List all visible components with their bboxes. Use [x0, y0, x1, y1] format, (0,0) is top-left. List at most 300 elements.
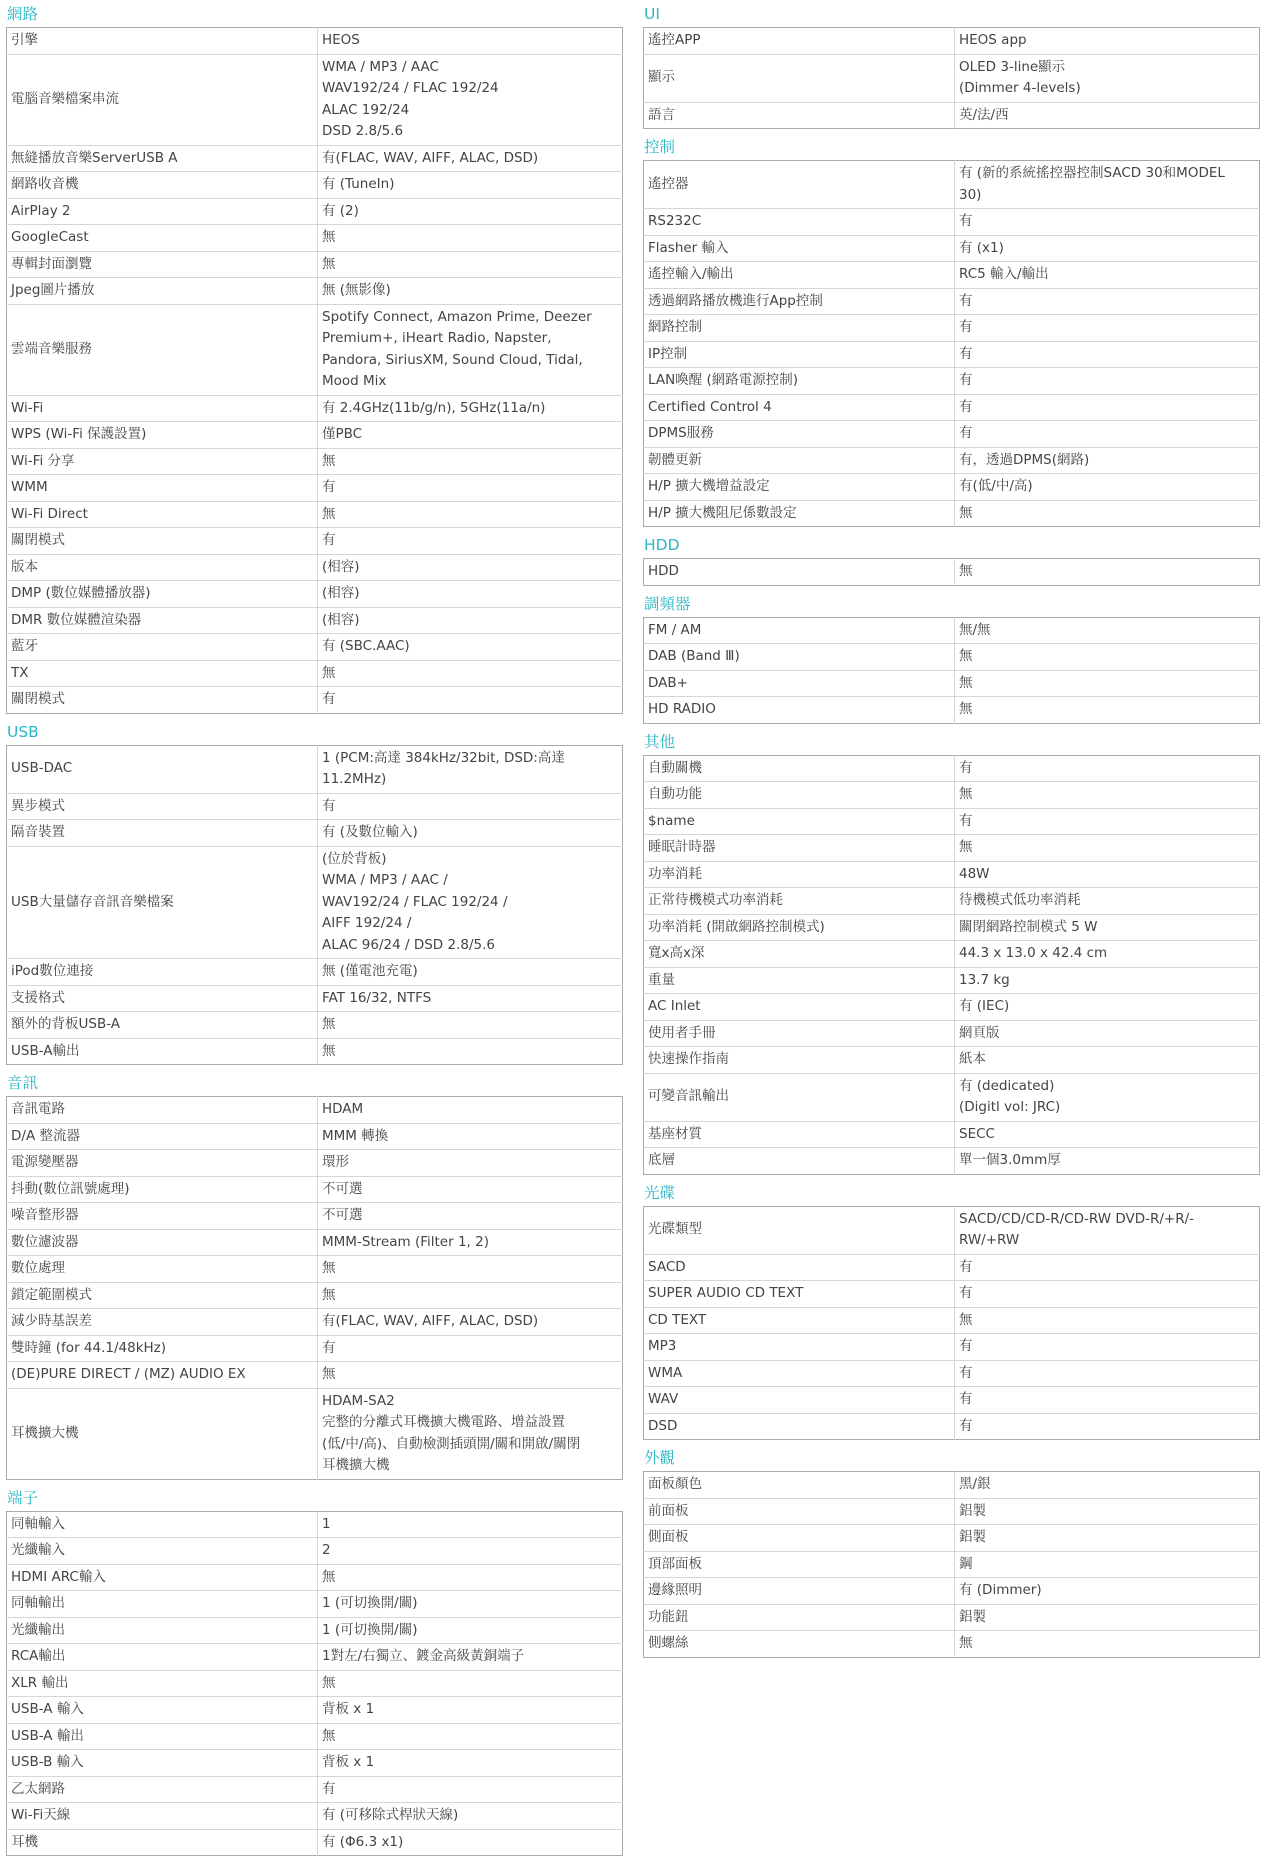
spec-row [7, 172, 623, 199]
spec-value: 48W [955, 861, 1260, 888]
spec-table [643, 1206, 1260, 1441]
spec-row [7, 1803, 623, 1830]
spec-label: DAB (Band Ⅲ) [644, 644, 955, 671]
spec-label: 正常待機模式功率消耗 [644, 888, 955, 915]
spec-label: DPMS服務 [644, 421, 955, 448]
spec-row [644, 209, 1260, 236]
spec-row [7, 1511, 623, 1538]
spec-row [644, 28, 1260, 55]
spec-row [7, 1038, 623, 1065]
spec-label: D/A 整流器 [7, 1123, 318, 1150]
spec-label: USB-B 輸入 [7, 1750, 318, 1777]
spec-label: 異步模式 [7, 793, 318, 820]
spec-value: (相容) [318, 607, 623, 634]
spec-row [7, 1617, 623, 1644]
spec-label: WPS (Wi-Fi 保護設置) [7, 422, 318, 449]
spec-label: 使用者手冊 [644, 1020, 955, 1047]
spec-value: 關閉網路控制模式 5 W [955, 914, 1260, 941]
spec-label: AirPlay 2 [7, 198, 318, 225]
spec-row [644, 1334, 1260, 1361]
spec-section-section-right-6 [643, 1446, 1260, 1658]
spec-value: 有 [318, 528, 623, 555]
spec-label: 抖動(數位訊號處理) [7, 1176, 318, 1203]
spec-label: Wi-Fi [7, 395, 318, 422]
spec-value: 有 [955, 1334, 1260, 1361]
spec-row [7, 1362, 623, 1389]
section-title: 調頻器 [644, 594, 691, 613]
spec-row [7, 1670, 623, 1697]
spec-label: 自動功能 [644, 782, 955, 809]
spec-row [7, 1538, 623, 1565]
spec-value: 有 (Dimmer) [955, 1578, 1260, 1605]
spec-value: 鋁製 [955, 1604, 1260, 1631]
spec-value: 無 [955, 670, 1260, 697]
spec-row [7, 1012, 623, 1039]
spec-value: 英/法/西 [959, 106, 1009, 123]
spec-value: 無 [318, 251, 623, 278]
spec-value: 無 [318, 1670, 623, 1697]
spec-label: HD RADIO [644, 697, 955, 724]
spec-value: MMM-Stream (Filter 1, 2) [318, 1229, 623, 1256]
spec-label: 關閉模式 [7, 687, 318, 714]
spec-value: 有 [955, 315, 1260, 342]
spec-row [644, 967, 1260, 994]
spec-value: 有 [959, 1417, 973, 1434]
spec-value: 無 [959, 701, 973, 717]
spec-row [7, 448, 623, 475]
spec-label: TX [7, 660, 318, 687]
spec-value: Spotify Connect, Amazon Prime, Deezer Premium+, iHeart Radio, Napster, Pandora, SiriusXM, Sound Cloud, Tidal, Mood Mix [318, 304, 623, 395]
spec-label: 面板顏色 [644, 1472, 955, 1499]
spec-label: DMR 數位媒體渲染器 [7, 607, 318, 634]
spec-row [7, 1723, 623, 1750]
spec-value: HEOS app [955, 28, 1260, 55]
spec-value: RC5 輸入/輸出 [955, 262, 1260, 289]
spec-table [6, 745, 623, 1066]
spec-row [7, 985, 623, 1012]
spec-value: 無 [955, 1307, 1260, 1334]
spec-value: 有 [955, 394, 1260, 421]
spec-label: 電源變壓器 [7, 1150, 318, 1177]
spec-row [644, 1413, 1260, 1440]
spec-label: DSD [644, 1413, 955, 1440]
spec-row [644, 1206, 1260, 1254]
spec-value: 有 [955, 755, 1260, 782]
spec-label: 寬x高x深 [644, 941, 955, 968]
spec-label: Wi-Fi Direct [7, 501, 318, 528]
spec-value: HEOS [318, 28, 623, 55]
spec-value: 2 [318, 1538, 623, 1565]
spec-row [7, 1776, 623, 1803]
spec-table [6, 27, 623, 714]
spec-label: 頂部面板 [644, 1551, 955, 1578]
section-title: 網路 [7, 5, 39, 23]
spec-value: 有 (Φ6.3 x1) [322, 1833, 404, 1850]
spec-label: iPod數位連接 [7, 959, 318, 986]
spec-row [644, 1551, 1260, 1578]
spec-value: 有 (及數位輸入) [318, 820, 623, 847]
spec-label: 額外的背板USB-A [7, 1012, 318, 1039]
spec-label: SUPER AUDIO CD TEXT [644, 1281, 955, 1308]
spec-value: HDAM-SA2 完整的分離式耳機擴大機電路、增益設置 (低/中/高)、自動檢測插頭開/關和開啟/關閉 耳機擴大機 [322, 1392, 581, 1473]
spec-table [6, 1511, 623, 1857]
spec-row [644, 697, 1260, 724]
spec-row [644, 262, 1260, 289]
spec-row [644, 835, 1260, 862]
spec-section-section-right-5 [643, 1181, 1260, 1441]
spec-section-section-right-3 [643, 592, 1260, 724]
spec-label: USB-DAC [7, 745, 318, 793]
section-title: 光碟 [644, 1183, 676, 1202]
spec-label: WAV [644, 1387, 955, 1414]
spec-row [644, 1360, 1260, 1387]
spec-value: 鋁製 [955, 1498, 1260, 1525]
spec-table [643, 558, 1260, 586]
spec-row [7, 846, 623, 959]
spec-row [7, 1564, 623, 1591]
spec-value: 有 2.4GHz(11b/g/n), 5GHz(11a/n) [318, 395, 623, 422]
spec-row [7, 820, 623, 847]
spec-value: 有(FLAC, WAV, AIFF, ALAC, DSD) [318, 145, 623, 172]
spec-value: (位於背板) WMA / MP3 / AAC / WAV192/24 / FLAC 192/24 / AIFF 192/24 / ALAC 96/24 / DSD 2.8/5.6 [318, 846, 623, 959]
spec-value: 有 (dedicated) (Digitl vol: JRC) [955, 1073, 1260, 1121]
spec-label: RCA輸出 [7, 1644, 318, 1671]
spec-row [7, 1097, 623, 1124]
spec-value: 有 [318, 1776, 623, 1803]
spec-value: 有 [955, 1387, 1260, 1414]
spec-label: 自動關機 [644, 755, 955, 782]
spec-value: 1 (可切換開/關) [318, 1617, 623, 1644]
spec-value: SACD/CD/CD-R/CD-RW DVD-R/+R/- RW/+RW [955, 1206, 1260, 1254]
spec-label: (DE)PURE DIRECT / (MZ) AUDIO EX [7, 1362, 318, 1389]
spec-label: Wi-Fi天線 [7, 1803, 318, 1830]
spec-value: MMM 轉換 [318, 1123, 623, 1150]
spec-table [643, 1471, 1260, 1658]
spec-value: 有 (IEC) [955, 994, 1260, 1021]
spec-row [7, 422, 623, 449]
spec-label: Certified Control 4 [644, 394, 955, 421]
spec-row [7, 1282, 623, 1309]
spec-value: 無 (僅電池充電) [318, 959, 623, 986]
spec-value: 背板 x 1 [318, 1750, 623, 1777]
spec-label: LAN喚醒 (網路電源控制) [644, 368, 955, 395]
spec-row [7, 660, 623, 687]
spec-label: 重量 [644, 967, 955, 994]
spec-value: 單一個3.0mm厚 [959, 1152, 1061, 1168]
spec-row [644, 1121, 1260, 1148]
spec-value: 有 [955, 421, 1260, 448]
spec-value: 無 [959, 504, 973, 521]
spec-label: USB-A 輸出 [7, 1723, 318, 1750]
spec-label: 語言 [644, 102, 955, 129]
spec-section-ui [643, 2, 1260, 129]
spec-row [644, 102, 1260, 129]
spec-label: 快速操作指南 [644, 1047, 955, 1074]
section-title: UI [644, 5, 660, 23]
spec-label: H/P 擴大機阻尼係數設定 [644, 500, 955, 527]
spec-section-section-left-0 [6, 2, 623, 714]
spec-label: 耳機擴大機 [7, 1388, 318, 1479]
spec-label: 版本 [7, 554, 318, 581]
spec-row [7, 304, 623, 395]
spec-label: 遙控器 [644, 161, 955, 209]
spec-row [644, 670, 1260, 697]
spec-label: HDMI ARC輸入 [7, 1564, 318, 1591]
spec-value: 鋼 [955, 1551, 1260, 1578]
spec-value: 無 [318, 1723, 623, 1750]
spec-label: 光纖輸入 [7, 1538, 318, 1565]
spec-label: CD TEXT [644, 1307, 955, 1334]
spec-value: 有 [318, 1335, 623, 1362]
section-title: 外觀 [644, 1449, 676, 1467]
spec-row [7, 1229, 623, 1256]
spec-value: 1 (PCM:高達 384kHz/32bit, DSD:高達 11.2MHz) [318, 745, 623, 793]
spec-value: 無 [318, 1012, 623, 1039]
spec-value: 無 [318, 225, 623, 252]
spec-label: Wi-Fi 分享 [7, 448, 318, 475]
spec-row [644, 1578, 1260, 1605]
spec-row [7, 793, 623, 820]
spec-label: 鎖定範圍模式 [7, 1282, 318, 1309]
section-title: 端子 [7, 1488, 39, 1507]
spec-row [7, 959, 623, 986]
right-spec-column [643, 0, 1260, 1664]
spec-section-section-right-4 [643, 730, 1260, 1175]
spec-value: 1 [318, 1511, 623, 1538]
spec-row [644, 288, 1260, 315]
spec-value: 1對左/右獨立、鍍金高級黃銅端子 [318, 1644, 623, 1671]
spec-row [644, 1148, 1260, 1175]
spec-row [644, 500, 1260, 527]
spec-label: 邊緣照明 [644, 1578, 955, 1605]
spec-row [644, 1020, 1260, 1047]
spec-label: Jpeg圖片播放 [7, 278, 318, 305]
spec-row [644, 888, 1260, 915]
section-title: 控制 [644, 138, 676, 156]
spec-label: 韌體更新 [644, 447, 955, 474]
spec-value: 無 [959, 1635, 973, 1651]
spec-row [644, 1047, 1260, 1074]
spec-row [7, 251, 623, 278]
spec-row [644, 914, 1260, 941]
spec-label: 減少時基誤差 [7, 1309, 318, 1336]
spec-row [7, 145, 623, 172]
section-title: USB [7, 722, 39, 741]
spec-label: XLR 輸出 [7, 1670, 318, 1697]
spec-value: HDAM [318, 1097, 623, 1124]
spec-row [644, 1631, 1260, 1658]
spec-value: 13.7 kg [955, 967, 1260, 994]
spec-row [644, 1254, 1260, 1281]
spec-table [643, 617, 1260, 724]
spec-row [644, 1525, 1260, 1552]
spec-row [644, 994, 1260, 1021]
spec-row [7, 528, 623, 555]
spec-value: 不可選 [318, 1203, 623, 1230]
spec-value: 有 (x1) [955, 235, 1260, 262]
spec-label: 光纖輸出 [7, 1617, 318, 1644]
spec-label: 雲端音樂服務 [7, 304, 318, 395]
spec-row [644, 474, 1260, 501]
spec-label: 功率消耗 (開啟網路控制模式) [644, 914, 955, 941]
spec-value: 環形 [318, 1150, 623, 1177]
spec-row [7, 1256, 623, 1283]
spec-value: OLED 3-line顯示 (Dimmer 4-levels) [955, 54, 1260, 102]
spec-value: 有 (SBC.AAC) [318, 634, 623, 661]
spec-value: 僅PBC [318, 422, 623, 449]
spec-row [7, 1203, 623, 1230]
spec-value: 無 [322, 1042, 336, 1059]
spec-label: $name [644, 808, 955, 835]
spec-label: RS232C [644, 209, 955, 236]
spec-value: 無 [955, 644, 1260, 671]
spec-label: USB-A 輸入 [7, 1697, 318, 1724]
spec-value: 有 [322, 691, 336, 707]
spec-row [7, 1750, 623, 1777]
spec-label: 光碟類型 [644, 1206, 955, 1254]
spec-table [643, 160, 1260, 527]
spec-value: 有 (可移除式桿狀天線) [318, 1803, 623, 1830]
spec-label: MP3 [644, 1334, 955, 1361]
spec-label: 顯示 [644, 54, 955, 102]
spec-row [644, 447, 1260, 474]
spec-label: 支援格式 [7, 985, 318, 1012]
spec-value: WMA / MP3 / AAC WAV192/24 / FLAC 192/24 ALAC 192/24 DSD 2.8/5.6 [318, 54, 623, 145]
spec-label: IP控制 [644, 341, 955, 368]
spec-label: HDD [644, 559, 955, 586]
spec-label: 側螺絲 [644, 1631, 955, 1658]
left-spec-column [6, 0, 623, 1862]
spec-row [7, 225, 623, 252]
spec-row [7, 1644, 623, 1671]
spec-row [7, 554, 623, 581]
spec-value: 無 [318, 660, 623, 687]
spec-row [644, 808, 1260, 835]
spec-row [644, 1073, 1260, 1121]
spec-label: 藍牙 [7, 634, 318, 661]
spec-row [7, 28, 623, 55]
spec-value: 有(低/中/高) [955, 474, 1260, 501]
spec-label: FM / AM [644, 617, 955, 644]
section-title: HDD [644, 536, 680, 554]
spec-label: AC Inlet [644, 994, 955, 1021]
spec-value: 有 [955, 368, 1260, 395]
spec-value: 網頁版 [955, 1020, 1260, 1047]
spec-row [7, 198, 623, 225]
spec-row [7, 581, 623, 608]
spec-row [7, 1697, 623, 1724]
spec-label: 可變音訊輸出 [644, 1073, 955, 1121]
spec-label: WMM [7, 475, 318, 502]
spec-value: 無 (無影像) [318, 278, 623, 305]
spec-value: 鋁製 [955, 1525, 1260, 1552]
spec-value: 有 [955, 288, 1260, 315]
spec-value: 有 [955, 1254, 1260, 1281]
spec-section-section-left-2 [6, 1071, 623, 1480]
spec-label: 噪音整形器 [7, 1203, 318, 1230]
spec-row [644, 755, 1260, 782]
spec-value: 無 [955, 835, 1260, 862]
spec-row [7, 745, 623, 793]
spec-label: 網路收音機 [7, 172, 318, 199]
spec-value: 無/無 [955, 617, 1260, 644]
spec-section-section-left-3 [6, 1486, 623, 1857]
spec-value: 44.3 x 13.0 x 42.4 cm [955, 941, 1260, 968]
spec-value: 有 [318, 793, 623, 820]
spec-value: 待機模式低功率消耗 [955, 888, 1260, 915]
spec-row [7, 54, 623, 145]
spec-row [7, 1176, 623, 1203]
spec-table [643, 755, 1260, 1175]
spec-label: 耳機 [7, 1829, 318, 1856]
spec-label: 同軸輸入 [7, 1511, 318, 1538]
spec-value: 無 [318, 448, 623, 475]
spec-value: (相容) [318, 554, 623, 581]
spec-label: 睡眠計時器 [644, 835, 955, 862]
spec-row [644, 1307, 1260, 1334]
spec-row [644, 644, 1260, 671]
spec-row [7, 1150, 623, 1177]
spec-label: GoogleCast [7, 225, 318, 252]
spec-value: (相容) [318, 581, 623, 608]
spec-label: 電腦音樂檔案串流 [7, 54, 318, 145]
spec-value: 有 [955, 209, 1260, 236]
spec-value: 1 (可切換開/關) [318, 1591, 623, 1618]
spec-row [644, 941, 1260, 968]
spec-label: WMA [644, 1360, 955, 1387]
spec-value: 有 (新的系統搖控器控制SACD 30和MODEL 30) [955, 161, 1260, 209]
spec-row [7, 607, 623, 634]
spec-table [6, 1096, 623, 1480]
spec-section-usb [6, 720, 623, 1066]
spec-row [7, 278, 623, 305]
spec-value: 黑/銀 [955, 1472, 1260, 1499]
spec-value: 有 [955, 1281, 1260, 1308]
spec-row [7, 1123, 623, 1150]
spec-row [644, 861, 1260, 888]
spec-value: 無 [318, 501, 623, 528]
spec-row [644, 161, 1260, 209]
spec-row [7, 634, 623, 661]
spec-label: 隔音裝置 [7, 820, 318, 847]
spec-label: 網路控制 [644, 315, 955, 342]
spec-label: 基座材質 [644, 1121, 955, 1148]
spec-row [7, 1829, 623, 1856]
spec-row [7, 1591, 623, 1618]
spec-row [7, 475, 623, 502]
spec-value: 無 [318, 1362, 623, 1389]
spec-value: 紙本 [955, 1047, 1260, 1074]
spec-row [644, 1281, 1260, 1308]
spec-row [644, 1498, 1260, 1525]
spec-value: FAT 16/32, NTFS [318, 985, 623, 1012]
spec-section-hdd [643, 533, 1260, 586]
spec-row [644, 1472, 1260, 1499]
spec-label: 引擎 [7, 28, 318, 55]
spec-row [644, 617, 1260, 644]
spec-value: SECC [955, 1121, 1260, 1148]
spec-value: 有 [318, 475, 623, 502]
spec-label: 底層 [644, 1148, 955, 1175]
spec-label: DAB+ [644, 670, 955, 697]
spec-value: 無 [955, 782, 1260, 809]
spec-value: 有 (2) [318, 198, 623, 225]
spec-row [7, 1335, 623, 1362]
spec-row [7, 687, 623, 714]
spec-label: 同軸輸出 [7, 1591, 318, 1618]
spec-label: 關閉模式 [7, 528, 318, 555]
spec-label: 遙控輸入/輸出 [644, 262, 955, 289]
